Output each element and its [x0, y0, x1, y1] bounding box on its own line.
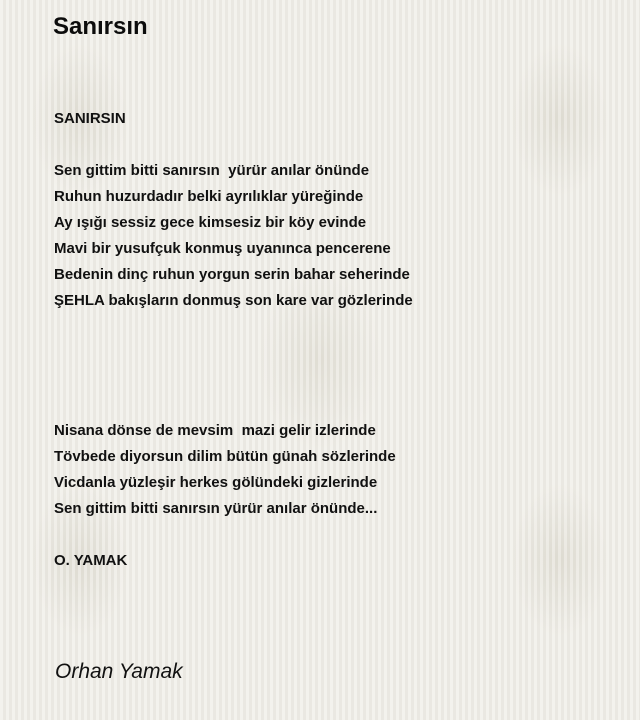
- stanza-2: [54, 418, 413, 522]
- poem-line: Sen gittim bitti sanırsın yürür anılar önünde: [54, 162, 370, 179]
- poem-line: Sen gittim bitti sanırsın yürür anılar önünde...: [54, 500, 378, 517]
- poem-line: Bedenin dinç ruhun yorgun serin bahar seherinde: [54, 266, 410, 283]
- author-name: Orhan Yamak: [55, 660, 183, 683]
- poem-line: Mavi bir yusufçuk konmuş uyanınca pencerene: [54, 240, 391, 257]
- stanza-1: [54, 158, 413, 314]
- stanza-gap: [54, 132, 413, 158]
- poem-line: Ruhun huzurdadır belki ayrılıklar yüreğinde: [54, 188, 364, 205]
- poem-signature: O. YAMAK: [54, 552, 128, 569]
- poem-line: Nisana dönse de mevsim mazi gelir izlerinde: [54, 422, 376, 439]
- stanza-gap: [54, 314, 413, 418]
- poem-line: Ay ışığı sessiz gece kimsesiz bir köy evinde: [54, 214, 367, 231]
- poem-body: [54, 106, 413, 574]
- stanza-gap: [54, 522, 413, 548]
- poem-line: Tövbede diyorsun dilim bütün günah sözlerinde: [54, 448, 396, 465]
- poem-heading: SANIRSIN: [54, 110, 126, 127]
- page-title: Sanırsın: [53, 13, 148, 40]
- poem-line: ŞEHLA bakışların donmuş son kare var gözlerinde: [54, 292, 413, 309]
- poem-line: Vicdanla yüzleşir herkes gölündeki gizlerinde: [54, 474, 378, 491]
